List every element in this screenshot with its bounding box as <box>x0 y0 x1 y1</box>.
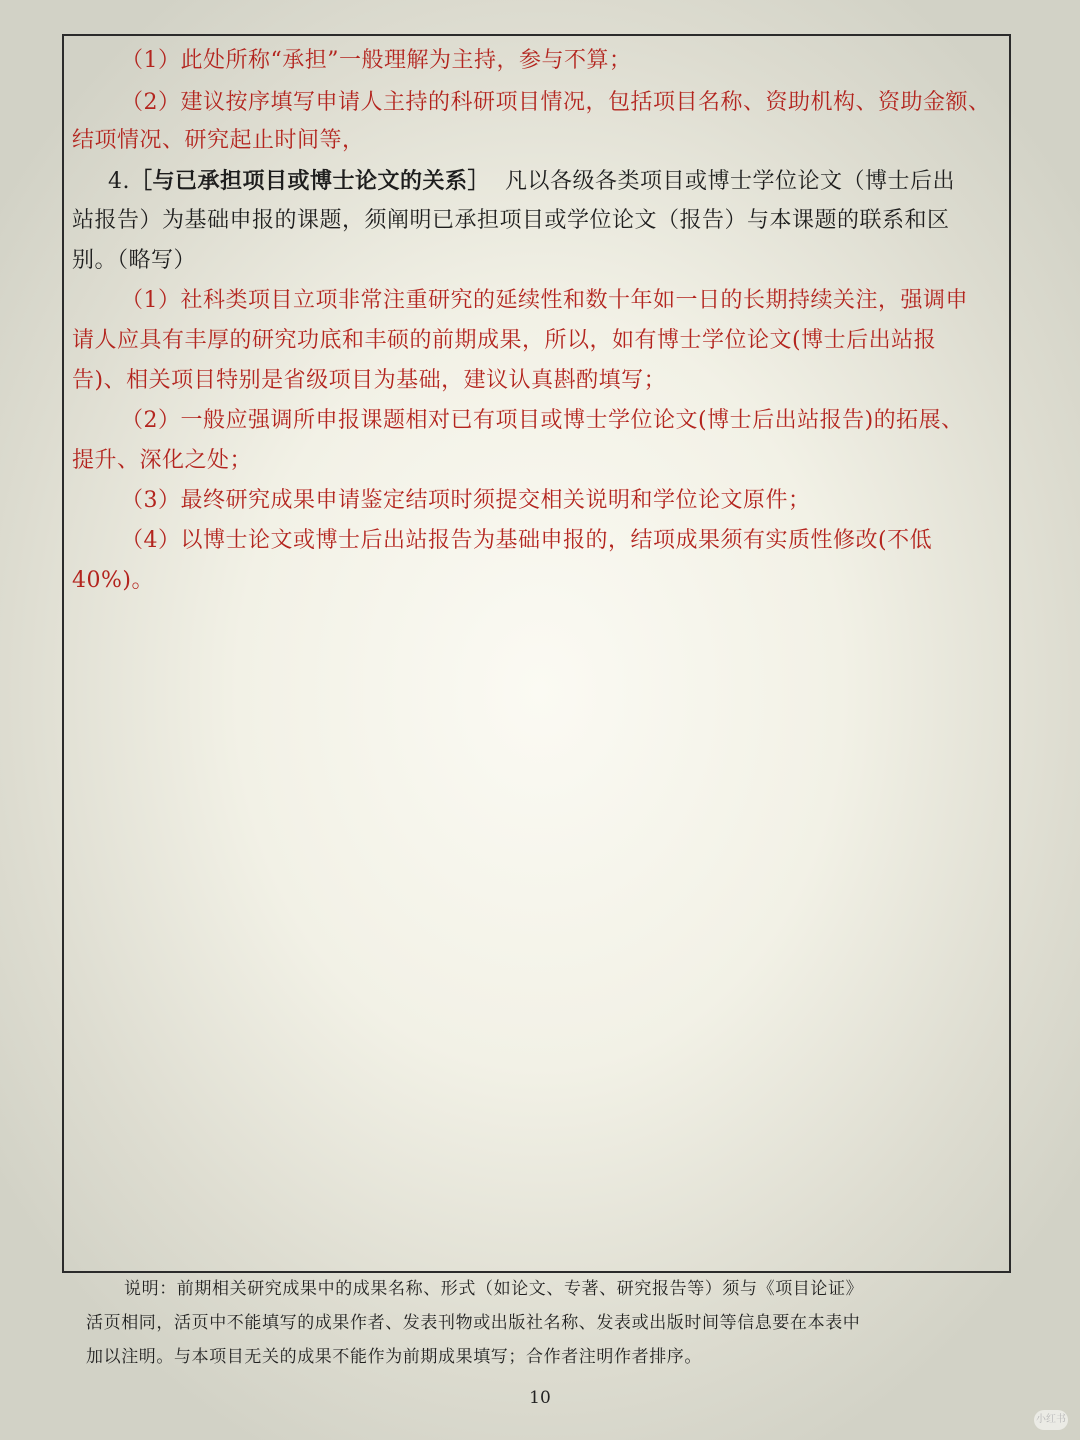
item-4-text-line1: 凡以各级各类项目或博士学位论文（博士后出 <box>505 169 956 194</box>
item-4-text-line2: 站报告）为基础申报的课题，须阐明已承担项目或学位论文（报告）与本课题的联系和区 <box>72 208 950 233</box>
note-1-text: （1）此处所称“承担”一般理解为主持，参与不算； <box>121 48 632 73</box>
item-4-title: ［与已承担项目或博士论文的关系］ <box>130 168 491 194</box>
sub-4-line1: （4）以博士论文或博士后出站报告为基础申报的，结项成果须有实质性修改(不低 <box>121 528 933 553</box>
sub-1-line1: （1）社科类项目立项非常注重研究的延续性和数十年如一日的长期持续关注，强调申 <box>121 288 968 313</box>
footnote-line2: 活页相同，活页中不能填写的成果作者、发表刊物或出版社名称、发表或出版时间等信息要在本表中 <box>86 1313 861 1333</box>
footnote-line3: 加以注明。与本项目无关的成果不能作为前期成果填写；合作者注明作者排序。 <box>86 1347 702 1367</box>
page-number: 10 <box>529 1388 551 1408</box>
item-4-heading <box>108 166 955 197</box>
note-2-text-line1: （2）建议按序填写申请人主持的科研项目情况，包括项目名称、资助机构、资助金额、 <box>121 90 991 115</box>
sub-2-line1: （2）一般应强调所申报课题相对已有项目或博士学位论文(博士后出站报告)的拓展、 <box>121 408 964 433</box>
sub-1-line2: 请人应具有丰厚的研究功底和丰硕的前期成果，所以，如有博士学位论文(博士后出站报 <box>72 328 937 353</box>
item-4-number: 4. <box>108 169 130 194</box>
note-2-text-line2: 结项情况、研究起止时间等， <box>72 128 365 153</box>
sub-1-line3: 告)、相关项目特别是省级项目为基础，建议认真斟酌填写； <box>72 368 667 393</box>
sub-2-line2: 提升、深化之处； <box>72 448 253 473</box>
watermark-logo: 小红书 <box>1034 1410 1068 1430</box>
sub-3-line1: （3）最终研究成果申请鉴定结项时须提交相关说明和学位论文原件； <box>121 488 811 513</box>
sub-4-line2: 40%)。 <box>72 568 154 593</box>
item-4-text-line3: 别。（略写） <box>72 248 197 273</box>
footnote-line1: 说明：前期相关研究成果中的成果名称、形式（如论文、专著、研究报告等）须与《项目论证》 <box>124 1279 864 1299</box>
